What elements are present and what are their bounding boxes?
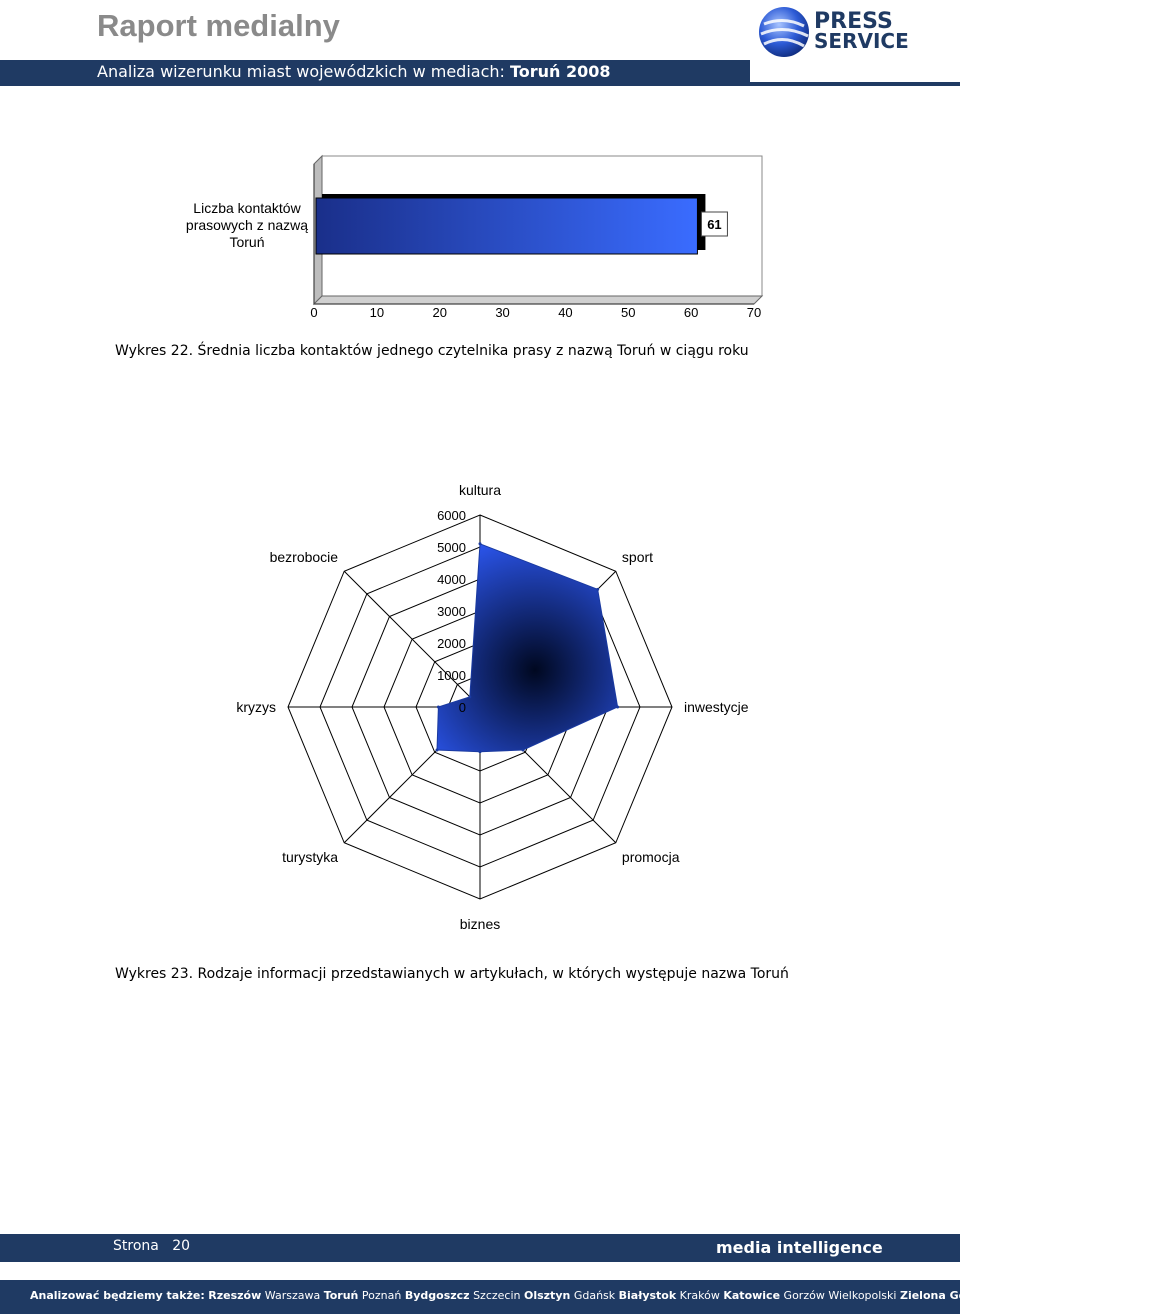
bar-chart bbox=[0, 150, 960, 330]
page-label: Strona bbox=[113, 1238, 159, 1254]
category-label: kryzys bbox=[236, 699, 276, 715]
x-tick-label: 70 bbox=[746, 305, 762, 320]
category-label: Liczba kontaktów bbox=[193, 200, 301, 216]
bar bbox=[316, 198, 697, 254]
logo-tagline: monitoring mediów bbox=[814, 51, 897, 61]
category-label: kultura bbox=[458, 482, 502, 498]
radar-chart bbox=[0, 480, 960, 930]
data-label bbox=[701, 212, 727, 236]
city-name: Bydgoszcz bbox=[404, 1289, 470, 1302]
radial-tick-label: 4000 bbox=[437, 572, 466, 587]
page-indicator bbox=[113, 1238, 190, 1254]
radial-tick-label: 2000 bbox=[437, 636, 466, 651]
page-number: 20 bbox=[172, 1238, 191, 1254]
cities-list bbox=[30, 1289, 1174, 1302]
city-name: Wrocław bbox=[1051, 1289, 1098, 1302]
category-label: Toruń bbox=[229, 234, 265, 250]
x-tick-label: 50 bbox=[621, 305, 636, 320]
data-label-text: 61 bbox=[707, 217, 722, 232]
city-name: Kielce bbox=[1140, 1289, 1174, 1302]
globe-icon bbox=[759, 7, 809, 57]
city-name: Olsztyn bbox=[523, 1289, 571, 1302]
press-service-logo bbox=[756, 4, 956, 60]
logo-underline bbox=[750, 82, 960, 86]
radar-point bbox=[468, 695, 471, 698]
brand-slogan: media intelligence bbox=[716, 1238, 883, 1257]
report-subtitle bbox=[97, 62, 611, 81]
city-name: Warszawa bbox=[264, 1289, 321, 1302]
subtitle-city: Toruń 2008 bbox=[509, 62, 611, 81]
city-name: Gdańsk bbox=[573, 1289, 616, 1302]
x-tick-label: 40 bbox=[558, 305, 573, 320]
x-tick-label: 0 bbox=[310, 305, 318, 320]
radial-tick-label: 3000 bbox=[437, 604, 466, 619]
city-name: Białystok bbox=[618, 1289, 677, 1302]
radial-tick-label: 1000 bbox=[437, 668, 466, 683]
category-label: biznes bbox=[459, 916, 501, 932]
radial-tick-label: 6000 bbox=[437, 508, 466, 523]
report-title: Raport medialny bbox=[97, 8, 340, 43]
x-tick-label: 20 bbox=[432, 305, 447, 320]
city-name: Lublin bbox=[982, 1289, 1016, 1302]
plot-floor bbox=[314, 296, 762, 304]
radial-tick-label: 5000 bbox=[437, 540, 466, 555]
radar-point bbox=[521, 748, 524, 751]
category-label: inwestycje bbox=[684, 699, 749, 715]
chart2-caption: Wykres 23. Rodzaje informacji przedstawianych w artykułach, w których występuje nazwa Toruń bbox=[115, 966, 789, 982]
logo-text-service: SERVICE bbox=[814, 29, 909, 53]
city-name: Gorzów Wielkopolski bbox=[783, 1289, 897, 1302]
city-name: Zielona Góra bbox=[899, 1289, 980, 1302]
category-label: turystyka bbox=[282, 848, 339, 865]
radar-point bbox=[479, 750, 482, 753]
x-tick-label: 60 bbox=[683, 305, 699, 320]
category-label: promocja bbox=[621, 848, 680, 865]
chart1-caption: Wykres 22. Średnia liczba kontaktów jednego czytelnika prasy z nazwą Toruń w ciągu roku bbox=[115, 343, 749, 359]
city-name: Kraków bbox=[679, 1289, 720, 1302]
radar-point bbox=[479, 542, 482, 545]
city-name: Toruń bbox=[323, 1289, 359, 1302]
category-label: bezrobocie bbox=[269, 549, 339, 566]
cities-intro: Analizować będziemy także: bbox=[30, 1289, 205, 1302]
city-name: Rzeszów bbox=[208, 1289, 262, 1302]
city-name: Poznań bbox=[361, 1289, 402, 1302]
x-tick-label: 10 bbox=[369, 305, 385, 320]
radar-point bbox=[436, 748, 439, 751]
category-label: prasowych z nazwą bbox=[185, 217, 309, 233]
city-name: Łódź bbox=[1019, 1289, 1048, 1302]
radial-tick-label: 0 bbox=[458, 700, 466, 715]
city-name: Szczecin bbox=[473, 1289, 521, 1302]
subtitle-prefix: Analiza wizerunku miast wojewódzkich w mediach: bbox=[97, 62, 510, 81]
logo-text-press: PRESS bbox=[814, 9, 893, 34]
radar-point bbox=[616, 706, 619, 709]
city-name: Katowice bbox=[723, 1289, 781, 1302]
radar-point bbox=[437, 706, 440, 709]
x-tick-label: 30 bbox=[495, 305, 510, 320]
city-name: Opole bbox=[1101, 1289, 1138, 1302]
category-label: sport bbox=[621, 549, 654, 566]
radar-point bbox=[596, 588, 599, 591]
